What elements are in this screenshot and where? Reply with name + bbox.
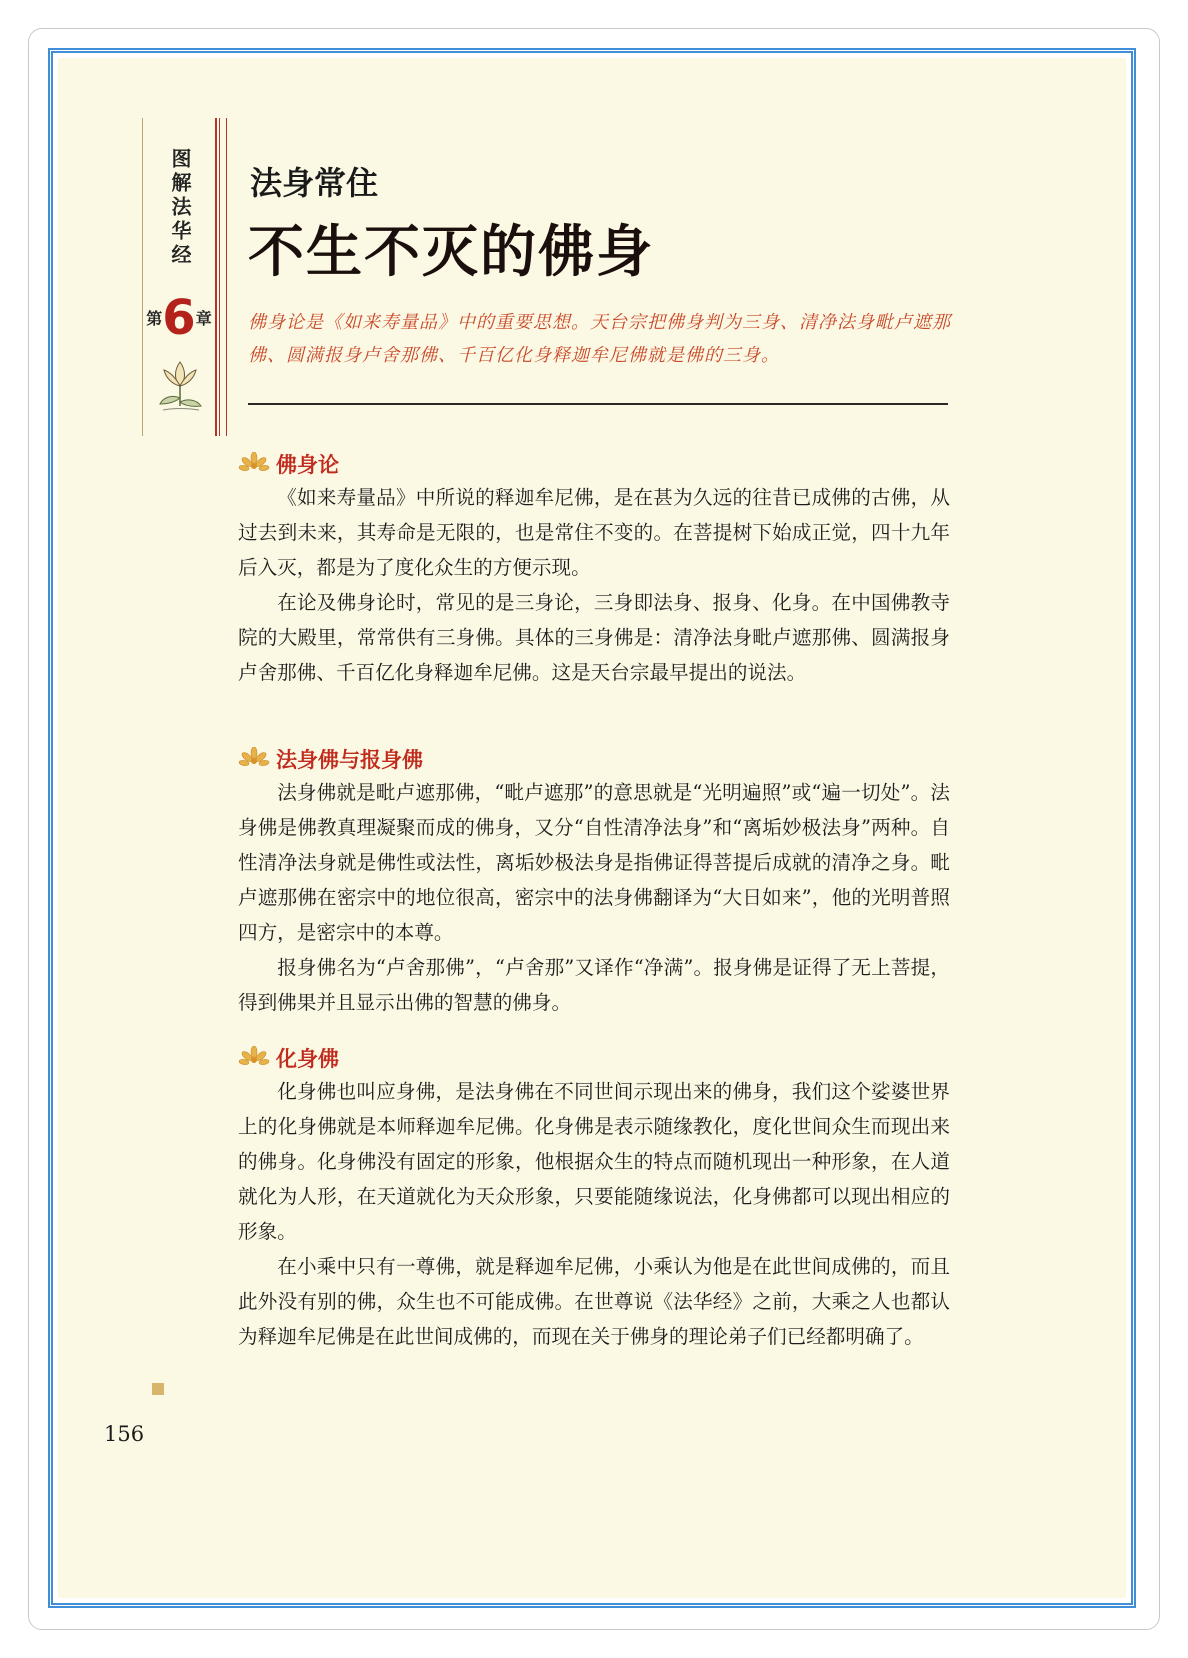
flower-icon	[238, 747, 270, 771]
series-title: 图解法华经	[168, 148, 192, 268]
section-heading-text: 佛身论	[276, 453, 339, 477]
paragraph: 在论及佛身论时，常见的是三身论，三身即法身、报身、化身。在中国佛教寺院的大殿里，常常供有三身佛。具体的三身佛是：清净法身毗卢遮那佛、圆满报身卢舍那佛、千百亿化身释迦牟尼佛。这是天台宗最早提出的说法。	[238, 591, 950, 684]
section-heading	[238, 1042, 950, 1074]
flower-icon	[238, 1046, 270, 1070]
section-heading-text: 化身佛	[276, 1047, 339, 1071]
flower-icon	[238, 452, 270, 476]
chapter-marker	[143, 290, 215, 346]
section-kicker: 法身常住	[250, 164, 379, 202]
paragraph: 法身佛就是毗卢遮那佛，“毗卢遮那”的意思就是“光明遍照”或“遍一切处”。法身佛是佛教真理凝聚而成的佛身，又分“自性清净法身”和“离垢妙极法身”两种。自性清净法身就是佛性或法性，离垢妙极法身是指佛证得菩提后成就的清净之身。毗卢遮那佛在密宗中的地位很高，密宗中的法身佛翻译为“大日如来”，他的光明普照四方，是密宗中的本尊。	[238, 781, 950, 944]
page-title: 不生不灭的佛身	[248, 220, 654, 285]
section-heading-text: 法身佛与报身佛	[276, 748, 423, 772]
page-number: 156	[104, 1422, 145, 1446]
section-buddha-body-theory	[238, 448, 950, 690]
chapter-number: 6	[162, 290, 196, 346]
section-dharmakaya-sambhogakaya	[238, 743, 950, 1020]
book-page	[58, 58, 1126, 1598]
paragraph: 化身佛也叫应身佛，是法身佛在不同世间示现出来的佛身，我们这个娑婆世界上的化身佛就是本师释迦牟尼佛。化身佛是表示随缘教化，度化世间众生而现出来的佛身。化身佛没有固定的形象，他根据众生的特点而随机现出一种形象，在人道就化为人形，在天道就化为天众形象，只要能随缘说法，化身佛都可以现出相应的形象。	[238, 1080, 950, 1243]
chapter-prefix: 第	[146, 309, 163, 328]
paragraph: 《如来寿量品》中所说的释迦牟尼佛，是在甚为久远的往昔已成佛的古佛，从过去到未来，其寿命是无限的，也是常住不变的。在菩提树下始成正觉，四十九年后入灭，都是为了度化众生的方便示现。	[238, 486, 950, 579]
side-rail	[219, 118, 227, 436]
section-heading	[238, 743, 950, 775]
chapter-suffix: 章	[195, 309, 212, 328]
chapter-side-tab	[142, 118, 217, 436]
intro-summary: 佛身论是《如来寿量品》中的重要思想。天台宗把佛身判为三身、清净法身毗卢遮那佛、圆满报身卢舍那佛、千百亿化身释迦牟尼佛就是佛的三身。	[248, 312, 951, 366]
section-nirmanakaya	[238, 1042, 950, 1354]
paragraph: 在小乘中只有一尊佛，就是释迦牟尼佛，小乘认为他是在此世间成佛的，而且此外没有别的佛，众生也不可能成佛。在世尊说《法华经》之前，大乘之人也都认为释迦牟尼佛是在此世间成佛的，而现在关于佛身的理论弟子们已经都明确了。	[238, 1255, 950, 1348]
paragraph: 报身佛名为“卢舍那佛”，“卢舍那”又译作“净满”。报身佛是证得了无上菩提，得到佛果并且显示出佛的智慧的佛身。	[238, 956, 950, 1014]
title-rule	[248, 403, 948, 405]
corner-mark	[152, 1383, 164, 1395]
lotus-icon	[155, 354, 205, 416]
section-heading	[238, 448, 950, 480]
